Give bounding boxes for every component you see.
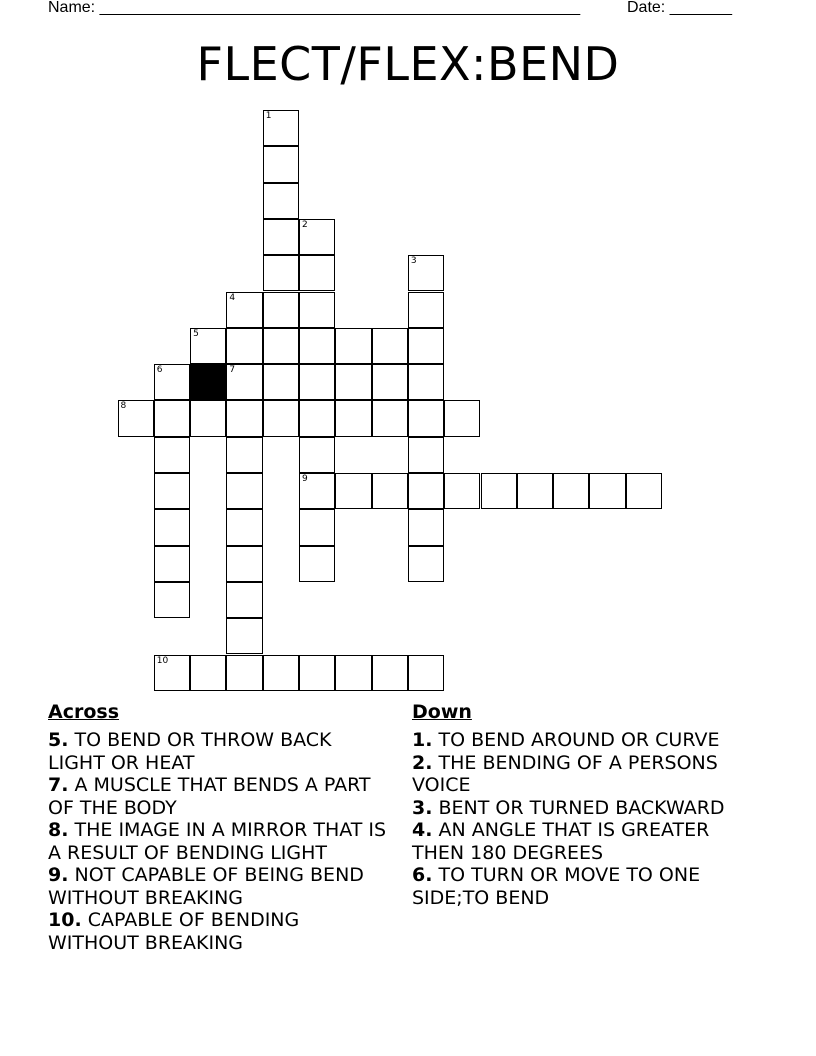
grid-cell[interactable]	[408, 400, 444, 436]
grid-cell[interactable]	[408, 437, 444, 473]
down-clue	[412, 864, 757, 909]
clue-number: 4	[229, 292, 236, 303]
grid-cell[interactable]	[226, 618, 262, 654]
grid-cell[interactable]	[589, 473, 625, 509]
grid-cell[interactable]	[263, 110, 299, 146]
grid-cell[interactable]	[408, 473, 444, 509]
across-clue	[48, 864, 393, 909]
grid-cell[interactable]	[226, 328, 262, 364]
grid-cell[interactable]	[299, 473, 335, 509]
grid-cell[interactable]	[299, 509, 335, 545]
grid-cell[interactable]	[408, 509, 444, 545]
grid-cell[interactable]	[299, 437, 335, 473]
clue-number: 2	[302, 219, 308, 230]
grid-cell[interactable]	[154, 364, 190, 400]
date-field-label[interactable]: Date: _______	[627, 0, 732, 16]
grid-cell[interactable]	[154, 509, 190, 545]
clue-number: 10.	[48, 909, 82, 931]
grid-cell[interactable]	[299, 655, 335, 691]
down-clue	[412, 729, 757, 752]
grid-cell[interactable]	[263, 655, 299, 691]
clue-number: 10	[156, 655, 169, 666]
across-heading: Across	[48, 701, 120, 723]
clue-number: 1	[265, 111, 272, 121]
grid-cell[interactable]	[190, 328, 226, 364]
clue-number: 4.	[412, 819, 433, 841]
grid-cell[interactable]	[372, 364, 408, 400]
clue-text: A MUSCLE THAT BENDS A PART OF THE BODY	[48, 774, 371, 819]
clue-number: 8	[120, 401, 127, 412]
grid-cell[interactable]	[263, 328, 299, 364]
down-heading: Down	[412, 701, 472, 723]
clue-text: TO BEND AROUND OR CURVE	[438, 729, 720, 751]
grid-cell[interactable]	[408, 546, 444, 582]
grid-cell[interactable]	[408, 328, 444, 364]
grid-cell[interactable]	[263, 219, 299, 255]
grid-cell[interactable]	[263, 364, 299, 400]
across-clue	[48, 729, 393, 774]
grid-cell[interactable]	[226, 400, 262, 436]
clue-number: 3.	[412, 796, 433, 819]
grid-cell[interactable]	[154, 546, 190, 582]
grid-cell[interactable]	[335, 328, 371, 364]
clue-text: THE BENDING OF A PERSONS VOICE	[412, 751, 718, 796]
grid-cell[interactable]	[263, 146, 299, 182]
across-clue	[48, 819, 393, 864]
clue-number: 6.	[412, 864, 433, 886]
down-clue	[412, 797, 757, 820]
grid-cell[interactable]	[226, 437, 262, 473]
grid-cell[interactable]	[408, 655, 444, 691]
name-field-label[interactable]: Name: ______________________________________________________	[48, 0, 581, 16]
clue-number: 3	[410, 256, 417, 267]
clue-number: 7	[229, 365, 236, 376]
grid-cell[interactable]	[299, 255, 335, 291]
grid-cell[interactable]	[481, 473, 517, 509]
clue-number: 7.	[48, 774, 69, 796]
clue-text: AN ANGLE THAT IS GREATER THEN 180 DEGREES	[412, 819, 710, 864]
clue-number: 1.	[412, 729, 433, 751]
grid-cell[interactable]	[154, 437, 190, 473]
grid-cell[interactable]	[299, 364, 335, 400]
across-clue	[48, 909, 393, 954]
clue-number: 5	[193, 328, 199, 339]
clue-text: CAPABLE OF BENDING WITHOUT BREAKING	[48, 909, 300, 954]
down-clue	[412, 819, 757, 864]
clue-text: THE IMAGE IN A MIRROR THAT IS A RESULT OF BENDING LIGHT	[48, 819, 387, 864]
grid-cell[interactable]	[226, 364, 262, 400]
grid-cell[interactable]	[335, 400, 371, 436]
clue-number: 8.	[48, 819, 69, 841]
grid-cell[interactable]	[263, 400, 299, 436]
grid-cell[interactable]	[372, 655, 408, 691]
grid-cell[interactable]	[190, 655, 226, 691]
grid-cell[interactable]	[626, 473, 662, 509]
grid-cell[interactable]	[299, 546, 335, 582]
clue-number: 9	[302, 474, 308, 484]
grid-cell[interactable]	[226, 655, 262, 691]
grid-cell[interactable]	[335, 364, 371, 400]
grid-cell[interactable]	[553, 473, 589, 509]
grid-cell[interactable]	[226, 509, 262, 545]
grid-cell[interactable]	[118, 400, 154, 436]
grid-cell[interactable]	[444, 400, 480, 436]
grid-cell[interactable]	[408, 255, 444, 291]
grid-cell[interactable]	[299, 400, 335, 436]
grid-cell[interactable]	[263, 292, 299, 328]
grid-cell[interactable]	[372, 473, 408, 509]
clue-text: BENT OR TURNED BACKWARD	[438, 796, 725, 819]
grid-cell[interactable]	[263, 183, 299, 219]
grid-cell[interactable]	[372, 400, 408, 436]
across-clues	[48, 700, 393, 954]
clue-number: 9.	[48, 864, 69, 886]
clue-number: 6	[156, 365, 163, 376]
across-clue	[48, 774, 393, 819]
black-cell	[190, 364, 226, 400]
clue-text: NOT CAPABLE OF BEING BEND WITHOUT BREAKING	[48, 864, 364, 909]
grid-cell[interactable]	[335, 655, 371, 691]
down-clue	[412, 752, 757, 797]
grid-cell[interactable]	[517, 473, 553, 509]
grid-cell[interactable]	[444, 473, 480, 509]
grid-cell[interactable]	[226, 292, 262, 328]
clue-number: 5.	[48, 729, 69, 751]
across-clue-list	[48, 729, 393, 954]
grid-cell[interactable]	[372, 328, 408, 364]
page-title: FLECT/FLEX:BEND	[196, 37, 620, 91]
grid-cell[interactable]	[408, 292, 444, 328]
grid-cell[interactable]	[154, 400, 190, 436]
grid-cell[interactable]	[154, 582, 190, 618]
clue-text: TO BEND OR THROW BACK LIGHT OR HEAT	[48, 729, 332, 774]
grid-cell[interactable]	[299, 219, 335, 255]
clue-text: TO TURN OR MOVE TO ONE SIDE;TO BEND	[412, 864, 701, 909]
grid-cell[interactable]	[335, 473, 371, 509]
grid-cell[interactable]	[408, 364, 444, 400]
grid-cell[interactable]	[154, 655, 190, 691]
grid-cell[interactable]	[154, 473, 190, 509]
down-clue-list	[412, 729, 757, 909]
grid-cell[interactable]	[263, 255, 299, 291]
grid-cell[interactable]	[299, 292, 335, 328]
grid-cell[interactable]	[226, 582, 262, 618]
clue-number: 2.	[412, 751, 433, 774]
grid-cell[interactable]	[299, 328, 335, 364]
grid-cell[interactable]	[226, 473, 262, 509]
down-clues	[412, 700, 757, 909]
grid-cell[interactable]	[226, 546, 262, 582]
grid-cell[interactable]	[190, 400, 226, 436]
